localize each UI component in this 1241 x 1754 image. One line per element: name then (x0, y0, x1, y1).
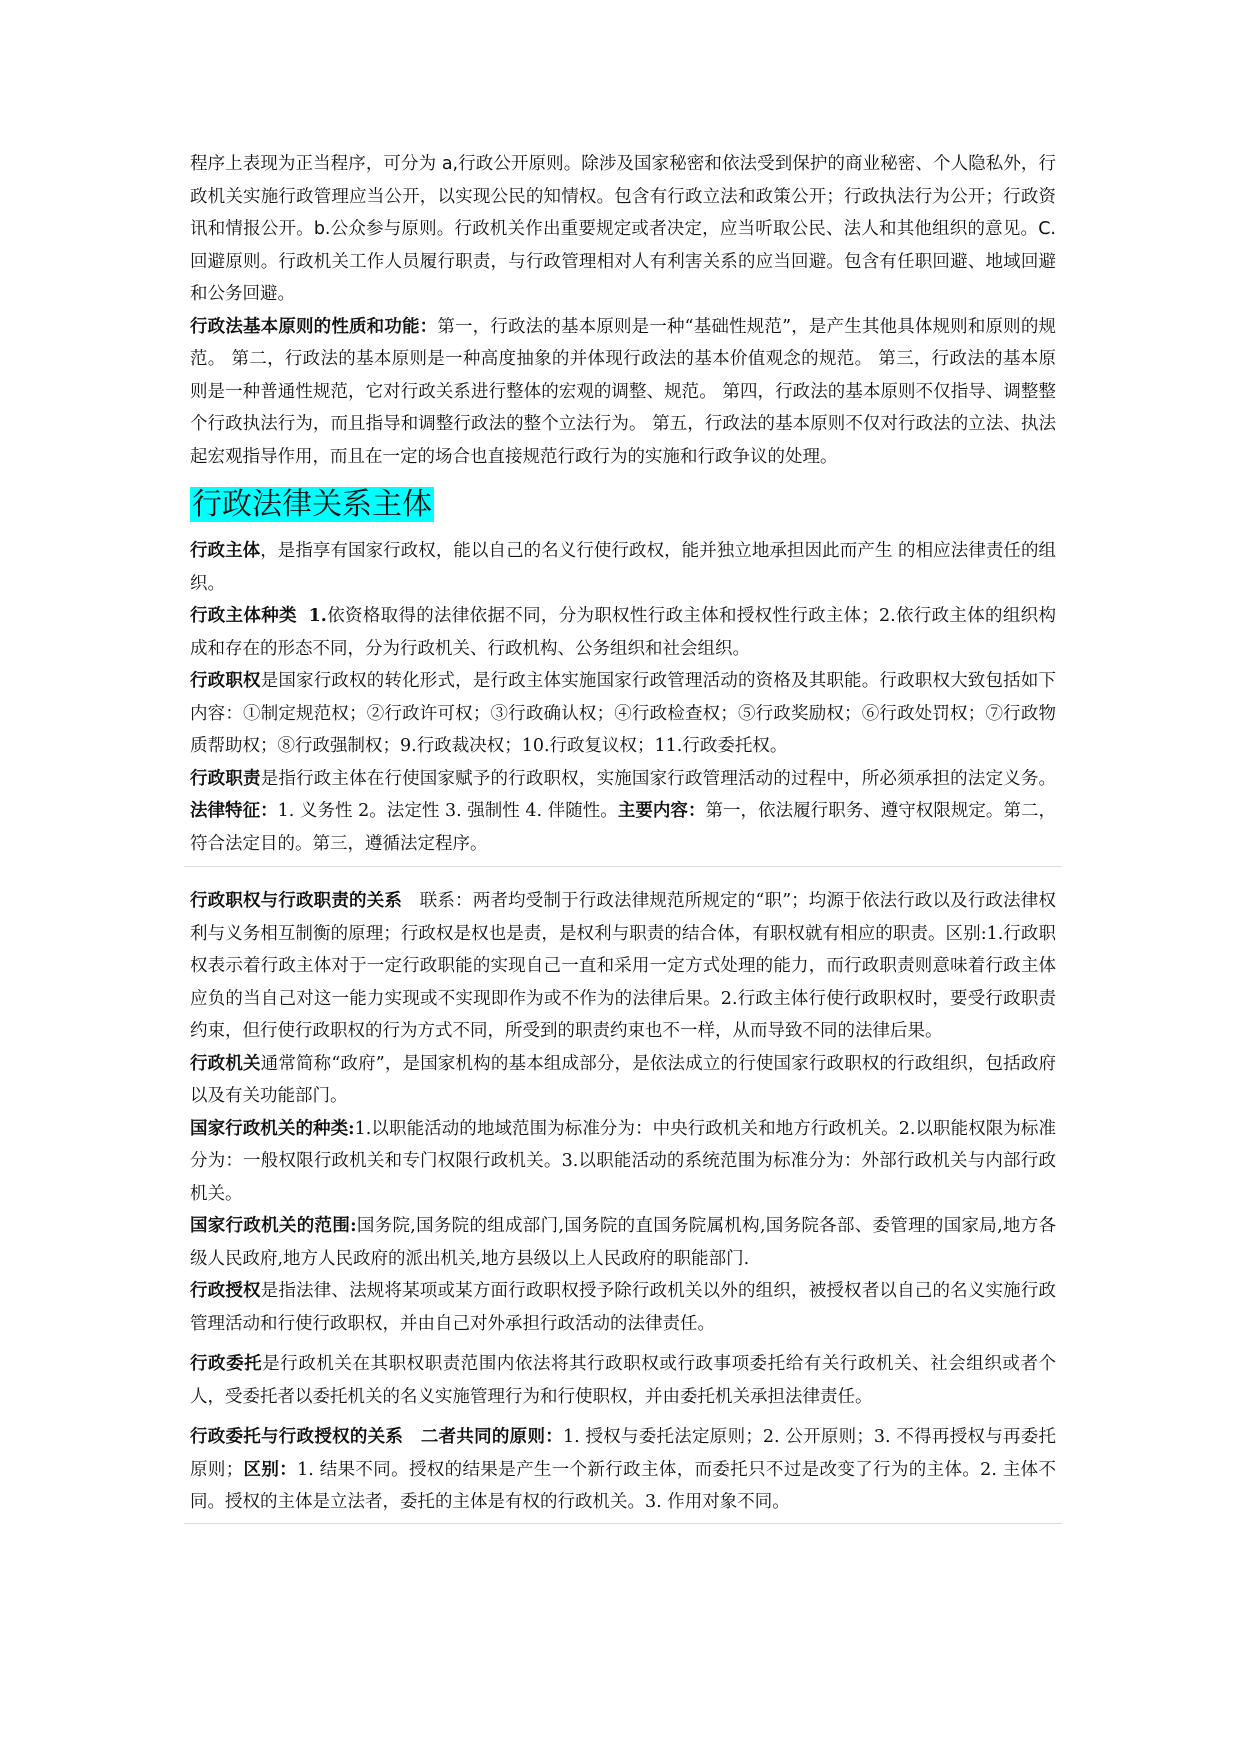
text-admin-duty-2: 1. 义务性 2。法定性 3. 强制性 4. 伴随性。 (277, 801, 618, 821)
paragraph-admin-power (190, 665, 1056, 763)
text-power-duty-relation: 联系：两者均受制于行政法律规范所规定的“职”；均源于依法行政以及行政法律权利与义务相互制衡的原理；行政权是权也是责，是权利与职责的结合体，有职权就有相应的职责。区别:1.行政职权表示着行政主体对于一定行政职能的实现自己一直和采用一定方式处理的能力，而行政职责则意味着行政主体应负的当自己对这一能力实现或不实现即作为或不作为的法律后果。2.行政主体行使行政职权时，要受行政职责约束，但行使行政职权的行为方式不同，所受到的职责约束也不一样，从而导致不同的法律后果。 (190, 891, 1057, 1041)
term-subject-types: 行政主体种类 (190, 606, 297, 626)
paragraph-principles-nature (190, 311, 1056, 474)
term-entrust-authorize-relation: 行政委托与行政授权的关系 (190, 1427, 404, 1447)
paragraph-admin-subject (190, 535, 1056, 600)
paragraph-power-duty-relation (190, 885, 1056, 1048)
term-organ-types: 国家行政机关的种类: (190, 1118, 355, 1139)
text-admin-subject: ，是指享有国家行政权，能以自己的名义行使行政权，能并独立地承担因此而产生 的相应法律责任的组织。 (190, 541, 1057, 594)
text-admin-organ: 通常简称“政府”，是国家机构的基本组成部分，是依法成立的行使国家行政职权的行政组织，包括政府以及有关功能部门。 (190, 1053, 1057, 1106)
spacer (190, 1413, 1056, 1421)
term-power-duty-relation: 行政职权与行政职责的关系 (190, 891, 403, 911)
term-main-content: 主要内容： (617, 801, 706, 821)
section-heading (190, 483, 1056, 527)
term-admin-subject: 行政主体 (190, 541, 261, 561)
text-subject-types: 依资格取得的法律依据不同，分为职权性行政主体和授权性行政主体；2.依行政主体的组织构成和存在的形态不同，分为行政机关、行政机构、公务组织和社会组织。 (190, 606, 1056, 659)
num-subject-types: 1. (308, 606, 327, 626)
term-differences: 区别： (243, 1459, 298, 1480)
term-admin-duty: 行政职责 (190, 768, 261, 789)
bottom-divider (184, 1523, 1062, 1524)
heading-highlight: 行政法律关系主体 (192, 487, 432, 522)
term-admin-power: 行政职权 (190, 671, 261, 691)
paragraph-organ-types (190, 1113, 1056, 1211)
text-differences: 1. 结果不同。授权的结果是产生一个新行政主体，而委托只不过是改变了行为的主体。2. 主体不同。授权的主体是立法者，委托的主体是有权的行政机关。3. 作用对象不同。 (190, 1459, 1056, 1512)
spacer (190, 1340, 1056, 1348)
text-admin-entrustment: 是行政机关在其职权职责范围内依法将其行政职权或行政事项委托给有关行政机关、社会组织或者个人，受委托者以委托机关的名义实施管理行为和行使职权，并由委托机关承担法律责任。 (190, 1354, 1057, 1407)
text-organ-scope: 国务院,国务院的组成部门,国务院的直国务院属机构,国务院各部、委管理的国家局,地方各级人民政府,地方人民政府的派出机关,地方县级以上人民政府的职能部门. (190, 1216, 1056, 1269)
text-admin-authorization: 是指法律、法规将某项或某方面行政职权授予除行政机关以外的组织，被授权者以自己的名义实施行政管理活动和行使行政职权，并由自己对外承担行政活动的法律责任。 (190, 1281, 1057, 1334)
text-admin-duty-1: 是指行政主体在行使国家赋予的行政职权，实施国家行政管理活动的过程中，所必须承担的法定义务。 (260, 768, 1057, 789)
term-common-principles: 二者共同的原则： (403, 1427, 563, 1447)
paragraph-admin-duty (190, 763, 1056, 861)
paragraph-subject-types (190, 600, 1056, 665)
paragraph-entrust-authorize-relation (190, 1421, 1056, 1519)
paragraph-admin-authorization (190, 1275, 1056, 1340)
document-page (190, 148, 1056, 1524)
text-principles-nature: 第一，行政法的基本原则是一种“基础性规范”，是产生其他具体规则和原则的规范。 第二，行政法的基本原则是一种高度抽象的并体现行政法的基本价值观念的规范。 第三，行政法的基本原则是一种普通性规范，它对行政关系进行整体的宏观的调整、规范。 第四，行政法的基本原则不仅指导、调整整个行政执法行为，而且指导和调整行政法的整个立法行为。 第五，行政法的基本原则不仅对行政法的立法、执法起宏观指导作用，而且在一定的场合也直接规范行政行为的实施和行政争议的处理。 (190, 316, 1057, 467)
paragraph-organ-scope (190, 1210, 1056, 1275)
text-admin-power: 是国家行政权的转化形式，是行政主体实施国家行政管理活动的资格及其职能。行政职权大致包括如下内容：①制定规范权；②行政许可权；③行政确认权；④行政检查权；⑤行政奖励权；⑥行政处罚权；⑦行政物质帮助权；⑧行政强制权；9.行政裁决权；10.行政复议权；11.行政委托权。 (190, 671, 1057, 756)
paragraph-admin-entrustment (190, 1348, 1056, 1413)
term-admin-entrustment: 行政委托 (190, 1354, 263, 1374)
term-organ-scope: 国家行政机关的范围: (190, 1216, 357, 1236)
text-common-principles: 1. 授权与委托法定原则；2. 公开原则；3. 不得再授权与再委托原则； (190, 1427, 1056, 1480)
paragraph-public-principles: 程序上表现为正当程序，可分为 a,行政公开原则。除涉及国家秘密和依法受到保护的商业秘密、个人隐私外，行政机关实施行政管理应当公开，以实现公民的知情权。包含有行政立法和政策公开；行政执法行为公开；行政资讯和情报公开。b.公众参与原则。行政机关作出重要规定或者决定，应当听取公民、法人和其他组织的意见。C.回避原则。行政机关工作人员履行职责，与行政管理相对人有利害关系的应当回避。包含有任职回避、地域回避和公务回避。 (190, 154, 1056, 304)
text-organ-types: 1.以职能活动的地域范围为标准分为：中央行政机关和地方行政机关。2.以职能权限为标准分为：一般权限行政机关和专门权限行政机关。3.以职能活动的系统范围为标准分为：外部行政机关与内部行政机关。 (190, 1118, 1057, 1204)
term-admin-organ: 行政机关 (190, 1053, 261, 1074)
term-admin-authorization: 行政授权 (190, 1281, 261, 1301)
paragraph-admin-organ (190, 1048, 1056, 1113)
term-legal-features: 法律特征： (190, 801, 278, 821)
term-principles-nature: 行政法基本原则的性质和功能： (190, 316, 438, 337)
text-admin-duty-3: 第一，依法履行职务、遵守权限规定。第二，符合法定目的。第三，遵循法定程序。 (190, 801, 1056, 854)
divider (184, 866, 1062, 867)
